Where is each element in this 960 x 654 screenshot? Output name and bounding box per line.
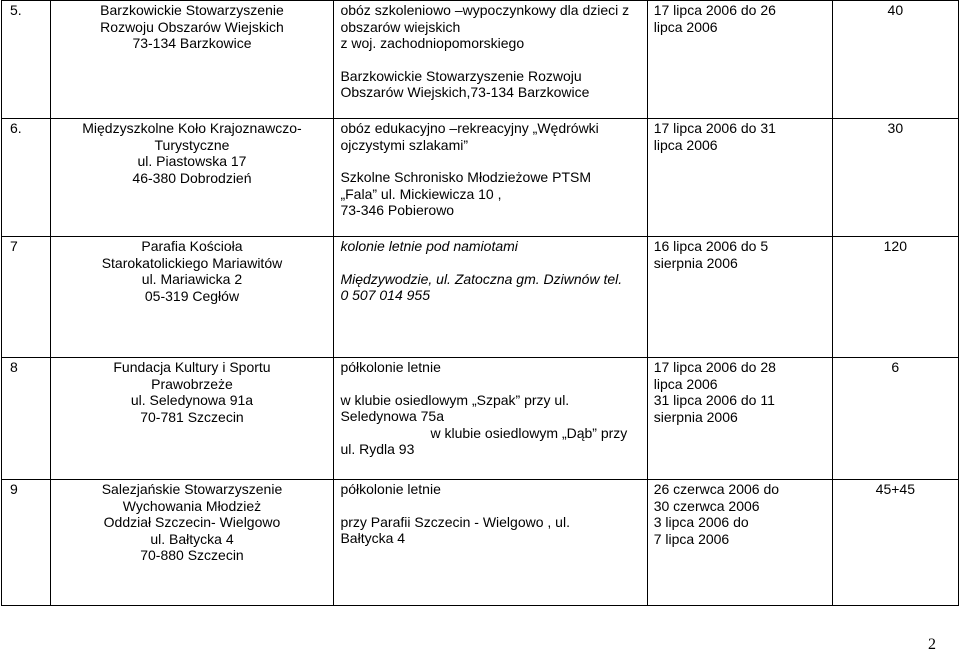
- organizer-cell: Międzyszkolne Koło Krajoznawczo- Turystyczne ul. Piastowska 17 46-380 Dobrodzień: [50, 119, 334, 237]
- row-number: 6.: [2, 119, 51, 237]
- participants-count: 45+45: [832, 480, 958, 606]
- description-cell: obóz szkoleniowo –wypoczynkowy dla dzieci z obszarów wiejskich z woj. zachodniopomorskiego Barzkowickie Stowarzyszenie Rozwoju Obszarów Wiejskich,73-134 Barzkowice: [334, 1, 647, 119]
- table-row: [2, 237, 959, 358]
- table-row: [2, 480, 959, 606]
- description-cell: półkolonie letnie przy Parafii Szczecin - Wielgowo , ul. Bałtycka 4: [334, 480, 647, 606]
- organizer-cell: Salezjańskie Stowarzyszenie Wychowania Młodzież Oddział Szczecin- Wielgowo ul. Bałtycka 4 70-880 Szczecin: [50, 480, 334, 606]
- participants-count: 6: [832, 358, 958, 480]
- page-number: 2: [928, 636, 936, 653]
- date-cell: 17 lipca 2006 do 26 lipca 2006: [647, 1, 832, 119]
- date-cell: 17 lipca 2006 do 31 lipca 2006: [647, 119, 832, 237]
- row-number: 5.: [2, 1, 51, 119]
- organizer-cell: Fundacja Kultury i Sportu Prawobrzeże ul. Seledynowa 91a 70-781 Szczecin: [50, 358, 334, 480]
- row-number: 8: [2, 358, 51, 480]
- participants-count: 30: [832, 119, 958, 237]
- date-cell: 16 lipca 2006 do 5 sierpnia 2006: [647, 237, 832, 358]
- description-cell: obóz edukacyjno –rekreacyjny „Wędrówki ojczystymi szlakami” Szkolne Schronisko Młodzieżowe PTSM „Fala” ul. Mickiewicza 10 , 73-346 Pobierowo: [334, 119, 647, 237]
- date-cell: 26 czerwca 2006 do 30 czerwca 2006 3 lipca 2006 do 7 lipca 2006: [647, 480, 832, 606]
- description-cell: półkolonie letnie w klubie osiedlowym „Szpak” przy ul. Seledynowa 75a w klubie osiedlowym „Dąb” przy ul. Rydla 93: [334, 358, 647, 480]
- participants-count: 120: [832, 237, 958, 358]
- participants-count: 40: [832, 1, 958, 119]
- organizer-cell: Parafia Kościoła Starokatolickiego Mariawitów ul. Mariawicka 2 05-319 Cegłów: [50, 237, 334, 358]
- description-cell: kolonie letnie pod namiotami Międzywodzie, ul. Zatoczna gm. Dziwnów tel. 0 507 014 955: [334, 237, 647, 358]
- table-row: [2, 1, 959, 119]
- events-table: [1, 0, 959, 606]
- row-number: 7: [2, 237, 51, 358]
- table-row: [2, 358, 959, 480]
- row-number: 9: [2, 480, 51, 606]
- table-row: [2, 119, 959, 237]
- date-cell: 17 lipca 2006 do 28 lipca 2006 31 lipca 2006 do 11 sierpnia 2006: [647, 358, 832, 480]
- organizer-cell: Barzkowickie Stowarzyszenie Rozwoju Obszarów Wiejskich 73-134 Barzkowice: [50, 1, 334, 119]
